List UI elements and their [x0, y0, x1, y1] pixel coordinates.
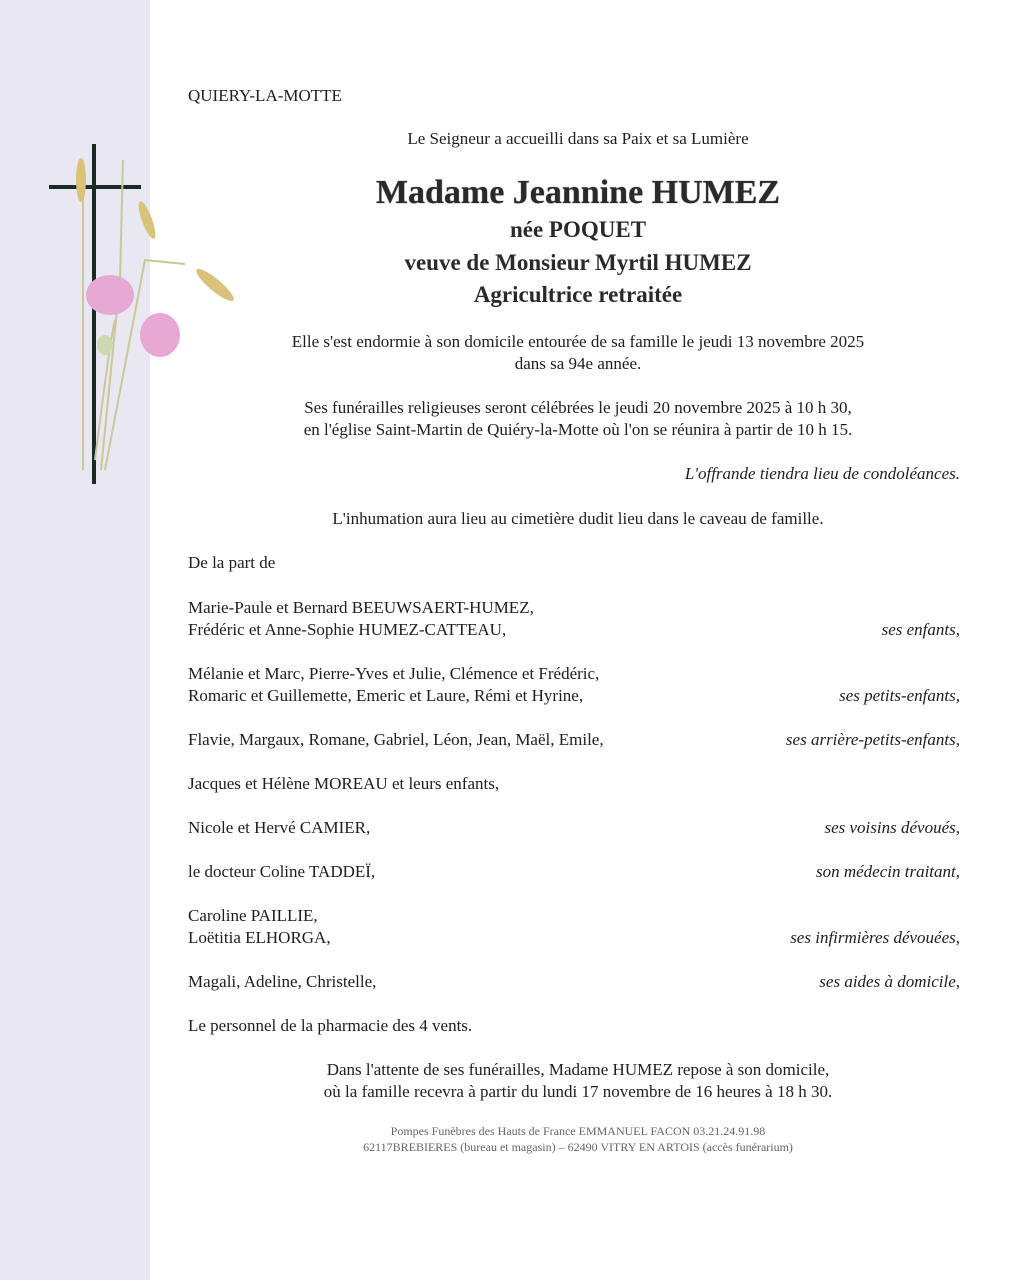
from-label: De la part de — [188, 553, 276, 572]
family-line: Romaric et Guillemette, Emeric et Laure, Rémi et Hyrine, — [188, 686, 584, 705]
family-role: son médecin traitant, — [815, 862, 960, 881]
family-line: Marie-Paule et Bernard BEEUWSAERT-HUMEZ, — [188, 598, 534, 617]
family-role: ses voisins dévoués, — [824, 818, 960, 837]
family-line: Le personnel de la pharmacie des 4 vents. — [188, 1016, 473, 1035]
rest-line: Dans l'attente de ses funérailles, Madame HUMEZ repose à son domicile, — [326, 1060, 830, 1079]
intro: Le Seigneur a accueilli dans sa Paix et sa Lumière — [407, 129, 749, 148]
family-role: ses arrière-petits-enfants, — [785, 730, 960, 749]
family-line: Caroline PAILLIE, — [188, 906, 318, 925]
deceased-name: Madame Jeannine HUMEZ — [375, 174, 781, 211]
family-role: ses enfants, — [881, 620, 960, 639]
family-line: Magali, Adeline, Christelle, — [188, 972, 377, 991]
family-role: ses infirmières dévouées, — [790, 928, 960, 947]
death-line: dans sa 94e année. — [514, 354, 642, 373]
footer-line: 62117BREBIERES (bureau et magasin) – 62490 VITRY EN ARTOIS (accès funérarium) — [363, 1140, 793, 1154]
widow-of: veuve de Monsieur Myrtil HUMEZ — [404, 250, 752, 275]
occupation: Agricultrice retraitée — [473, 282, 683, 307]
town: QUIERY-LA-MOTTE — [188, 86, 342, 105]
family-line: Flavie, Margaux, Romane, Gabriel, Léon, Jean, Maël, Emile, — [188, 730, 604, 749]
family-line: Loëtitia ELHORGA, — [188, 928, 331, 947]
family-line: Nicole et Hervé CAMIER, — [188, 818, 371, 837]
funeral-line: Ses funérailles religieuses seront célébrées le jeudi 20 novembre 2025 à 10 h 30, — [304, 398, 852, 417]
rest-line: où la famille recevra à partir du lundi 17 novembre de 16 heures à 18 h 30. — [323, 1082, 833, 1101]
funeral-line: en l'église Saint-Martin de Quiéry-la-Motte où l'on se réunira à partir de 10 h 15. — [303, 420, 853, 439]
family-line: Jacques et Hélène MOREAU et leurs enfants, — [188, 774, 500, 793]
family-role: ses petits-enfants, — [839, 686, 960, 705]
family-role: ses aides à domicile, — [819, 972, 960, 991]
death-line: Elle s'est endormie à son domicile entourée de sa famille le jeudi 13 novembre 2025 — [291, 332, 865, 351]
burial-note: L'inhumation aura lieu au cimetière dudit lieu dans le caveau de famille. — [332, 509, 824, 528]
footer-line: Pompes Funèbres des Hauts de France EMMANUEL FACON 03.21.24.91.98 — [390, 1124, 766, 1138]
family-line: le docteur Coline TADDEÏ, — [188, 862, 376, 881]
family-line: Mélanie et Marc, Pierre-Yves et Julie, Clémence et Frédéric, — [188, 664, 600, 683]
offering-note: L'offrande tiendra lieu de condoléances. — [684, 464, 960, 483]
maiden-name: née POQUET — [509, 217, 647, 242]
family-line: Frédéric et Anne-Sophie HUMEZ-CATTEAU, — [188, 620, 507, 639]
